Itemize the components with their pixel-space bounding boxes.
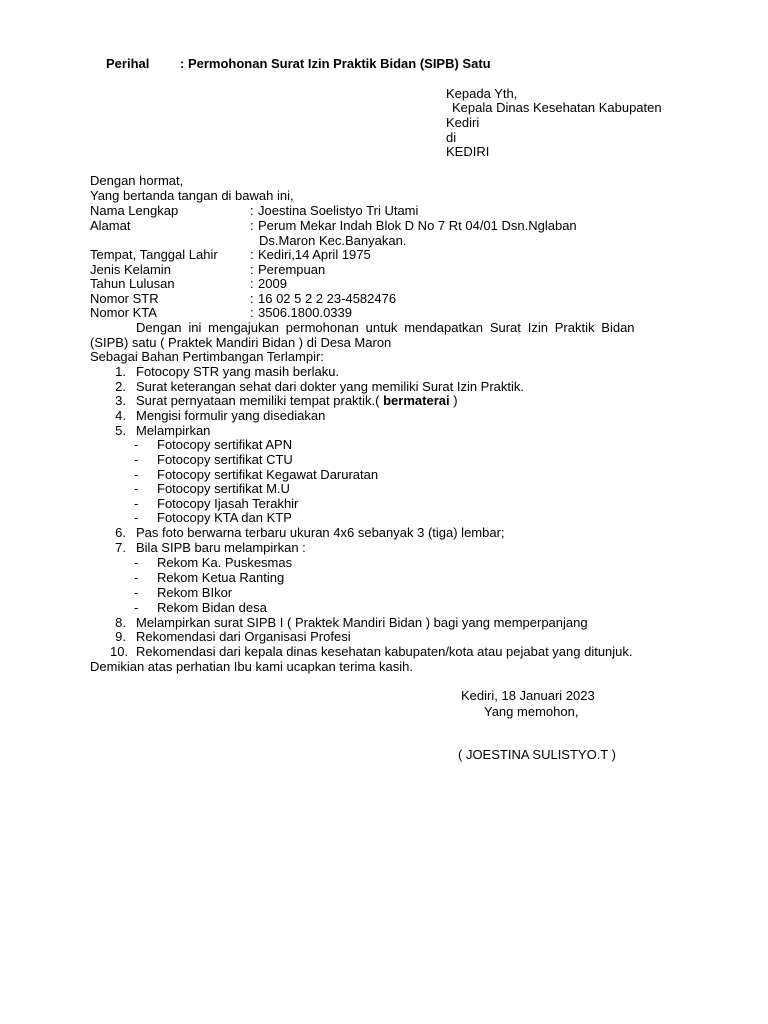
field-label-graduation: Tahun Lulusan [90, 276, 175, 291]
sub-list-item: Fotocopy sertifikat M.U [157, 481, 290, 496]
list-number: 8. [115, 615, 126, 630]
intro-line: Yang bertanda tangan di bawah ini, [90, 188, 294, 203]
field-colon: : [250, 305, 254, 320]
field-value-gender: Perempuan [258, 262, 326, 277]
field-label-name: Nama Lengkap [90, 203, 179, 218]
sub-list-item: Fotocopy sertifikat APN [157, 437, 293, 452]
list-item: Rekomendasi dari kepala dinas kesehatan kabupaten/kota atau pejabat yang ditunjuk. [136, 644, 633, 659]
field-label-birth: Tempat, Tanggal Lahir [90, 247, 218, 262]
field-colon: : [250, 218, 254, 233]
list-number: 9. [115, 629, 126, 644]
field-colon: : [250, 262, 254, 277]
field-colon: : [250, 203, 254, 218]
recipient-line-3: Kediri [446, 115, 480, 130]
dash-bullet: - [134, 452, 139, 467]
field-colon: : [250, 291, 254, 306]
dash-bullet: - [134, 467, 139, 482]
signature-role: Yang memohon, [484, 704, 579, 719]
list-item: Surat keterangan sehat dari dokter yang memiliki Surat Izin Praktik. [136, 379, 525, 394]
field-label-str: Nomor STR [90, 291, 159, 306]
request-paragraph-line-2: (SIPB) satu ( Praktek Mandiri Bidan ) di Desa Maron [90, 335, 392, 350]
dash-bullet: - [134, 600, 139, 615]
dash-bullet: - [134, 481, 139, 496]
sub-list-item: Fotocopy KTA dan KTP [157, 510, 292, 525]
field-value-address-2: Ds.Maron Kec.Banyakan. [259, 233, 407, 248]
field-value-graduation: 2009 [258, 276, 287, 291]
perihal-subject: : Permohonan Surat Izin Praktik Bidan (SIPB) Satu [180, 56, 491, 71]
field-value-kta: 3506.1800.0339 [258, 305, 352, 320]
closing-line: Demikian atas perhatian Ibu kami ucapkan terima kasih. [90, 659, 413, 674]
attachments-heading: Sebagai Bahan Pertimbangan Terlampir: [90, 349, 324, 364]
list-number: 4. [115, 408, 126, 423]
list-item-text: Surat pernyataan memiliki tempat praktik.( [136, 393, 380, 408]
list-item: Fotocopy STR yang masih berlaku. [136, 364, 340, 379]
sub-list-item: Rekom Ka. Puskesmas [157, 555, 293, 570]
field-value-birth: Kediri,14 April 1975 [258, 247, 371, 262]
dash-bullet: - [134, 496, 139, 511]
recipient-line-5: KEDIRI [446, 144, 490, 159]
list-number: 1. [115, 364, 126, 379]
field-value-address: Perum Mekar Indah Blok D No 7 Rt 04/01 Dsn.Nglaban [258, 218, 577, 233]
list-number: 6. [115, 525, 126, 540]
list-number: 7. [115, 540, 126, 555]
recipient-line-4: di [446, 130, 457, 145]
dash-bullet: - [134, 510, 139, 525]
list-item: Bila SIPB baru melampirkan : [136, 540, 306, 555]
list-number: 2. [115, 379, 126, 394]
dash-bullet: - [134, 437, 139, 452]
list-item-emphasis: bermaterai [383, 393, 450, 408]
list-item: Rekomendasi dari Organisasi Profesi [136, 629, 351, 644]
field-colon: : [250, 247, 254, 262]
dash-bullet: - [134, 570, 139, 585]
field-colon: : [250, 276, 254, 291]
signature-name: ( JOESTINA SULISTYO.T ) [458, 747, 616, 762]
recipient-line-1: Kepada Yth, [446, 86, 518, 101]
signature-place-date: Kediri, 18 Januari 2023 [461, 688, 595, 703]
field-label-address: Alamat [90, 218, 131, 233]
list-number: 3. [115, 393, 126, 408]
sub-list-item: Fotocopy Ijasah Terakhir [157, 496, 299, 511]
list-item: Melampirkan [136, 423, 211, 438]
recipient-line-2: Kepala Dinas Kesehatan Kabupaten [452, 100, 662, 115]
list-item: Pas foto berwarna terbaru ukuran 4x6 sebanyak 3 (tiga) lembar; [136, 525, 505, 540]
request-paragraph-line-1: Dengan ini mengajukan permohonan untuk mendapatkan Surat Izin Praktik Bidan [136, 320, 635, 335]
list-item-text-end: ) [449, 393, 458, 408]
sub-list-item: Rekom Bidan desa [157, 600, 267, 615]
sub-list-item: Fotocopy sertifikat Kegawat Daruratan [157, 467, 379, 482]
salutation: Dengan hormat, [90, 173, 184, 188]
dash-bullet: - [134, 585, 139, 600]
perihal-label: Perihal [106, 56, 150, 71]
list-number: 5. [115, 423, 126, 438]
list-item [136, 394, 458, 409]
sub-list-item: Fotocopy sertifikat CTU [157, 452, 293, 467]
list-item: Mengisi formulir yang disediakan [136, 408, 326, 423]
list-item: Melampirkan surat SIPB I ( Praktek Mandiri Bidan ) bagi yang memperpanjang [136, 615, 588, 630]
dash-bullet: - [134, 555, 139, 570]
field-label-gender: Jenis Kelamin [90, 262, 171, 277]
list-number: 10. [110, 644, 129, 659]
field-label-kta: Nomor KTA [90, 305, 157, 320]
field-value-name: Joestina Soelistyo Tri Utami [258, 203, 419, 218]
field-value-str: 16 02 5 2 2 23-4582476 [258, 291, 397, 306]
sub-list-item: Rekom BIkor [157, 585, 233, 600]
sub-list-item: Rekom Ketua Ranting [157, 570, 285, 585]
